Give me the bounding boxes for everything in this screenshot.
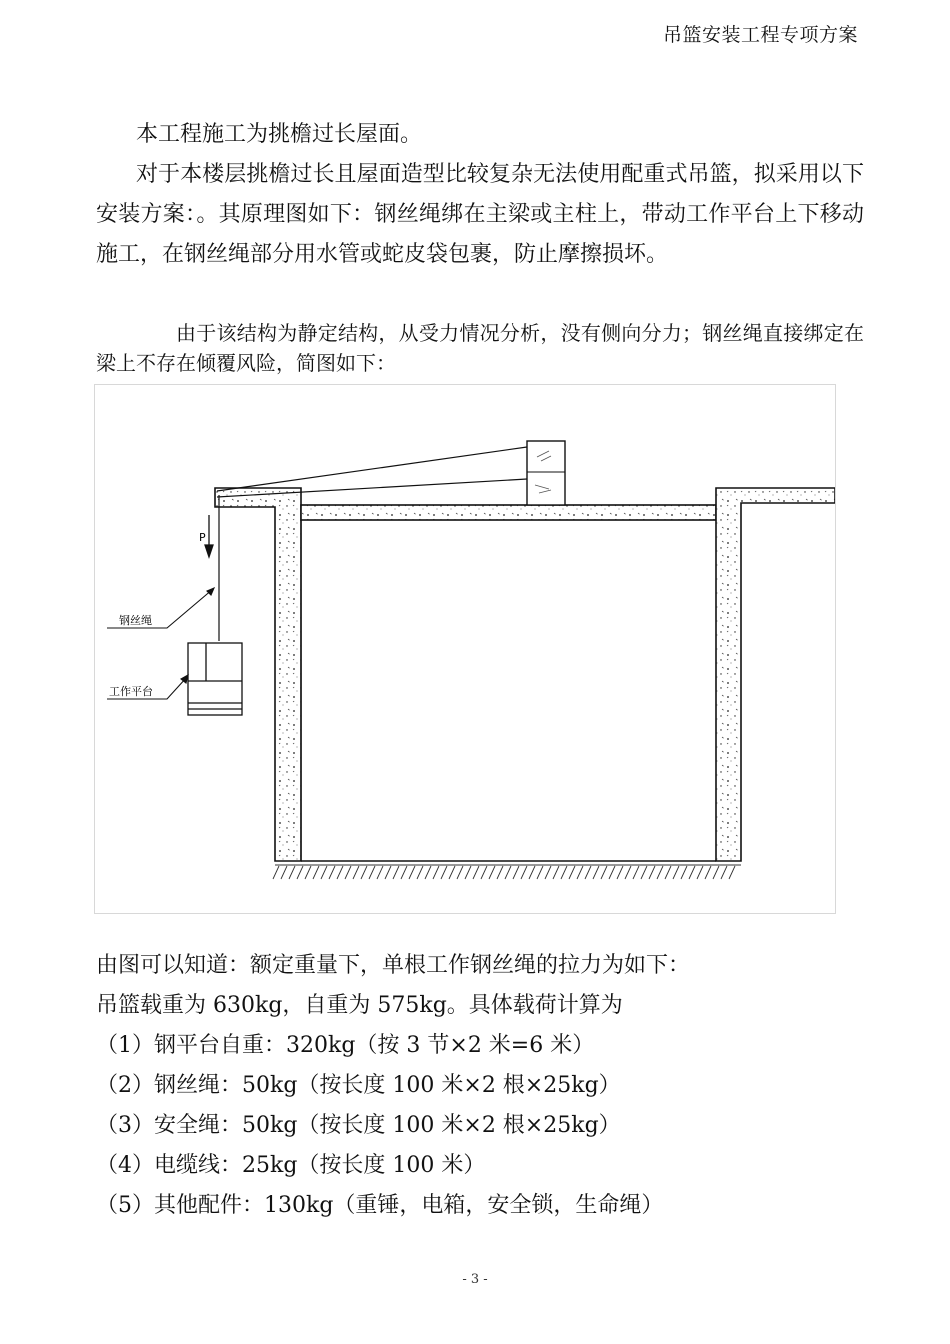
ground-hatch-mark	[417, 866, 423, 879]
ground-hatch-mark	[537, 866, 543, 879]
ground-hatch-mark	[377, 866, 383, 879]
ground-hatch-mark	[329, 866, 335, 879]
ground-hatch-mark	[681, 866, 687, 879]
ground-hatch-mark	[473, 866, 479, 879]
ground-hatch-mark	[321, 866, 327, 879]
wire-rope-label: 钢丝绳	[119, 614, 152, 627]
ground-hatch-mark	[497, 866, 503, 879]
ground-hatch-mark	[305, 866, 311, 879]
ground-hatch-mark	[441, 866, 447, 879]
ground-hatch-mark	[529, 866, 535, 879]
ground-hatch-mark	[593, 866, 599, 879]
wire-rope	[217, 447, 527, 641]
ground-hatch-mark	[273, 866, 279, 879]
ground-hatch-mark	[721, 866, 727, 879]
ground-hatch-mark	[665, 866, 671, 879]
ground-hatch-mark	[481, 866, 487, 879]
ground-hatch-mark	[649, 866, 655, 879]
ground-hatch-mark	[489, 866, 495, 879]
ground-hatch-mark	[433, 866, 439, 879]
calc-item: （1）钢平台自重：320kg（按 3 节×2 米=6 米）	[96, 1033, 595, 1058]
ground-hatch-mark	[425, 866, 431, 879]
ground-hatch-mark	[345, 866, 351, 879]
ground-hatch-mark	[449, 866, 455, 879]
ground-hatch-mark	[633, 866, 639, 879]
ground-hatch-mark	[585, 866, 591, 879]
page-header-title: 吊篮安装工程专项方案	[662, 24, 858, 46]
ground-hatch-mark	[705, 866, 711, 879]
ground-hatch-mark	[641, 866, 647, 879]
ground-hatch-mark	[505, 866, 511, 879]
ground-hatch-mark	[609, 866, 615, 879]
ground-hatch-mark	[577, 866, 583, 879]
ground-hatch-mark	[713, 866, 719, 879]
ground-hatch-mark	[521, 866, 527, 879]
paragraph-roof-description: 本工程施工为挑檐过长屋面。	[136, 122, 423, 147]
ground-hatch-mark	[513, 866, 519, 879]
ground-hatch-mark	[673, 866, 679, 879]
calc-load: 吊篮载重为 630kg，自重为 575kg。具体载荷计算为	[96, 993, 623, 1018]
calc-intro: 由图可以知道：额定重量下，单根工作钢丝绳的拉力为如下：	[96, 953, 691, 978]
ground-hatch-mark	[385, 866, 391, 879]
calc-item: （4）电缆线：25kg（按长度 100 米）	[96, 1153, 486, 1178]
ground-hatch-mark	[401, 866, 407, 879]
ground-hatch-mark	[337, 866, 343, 879]
page-number: - 3 -	[462, 1272, 488, 1287]
ground-hatch-mark	[569, 866, 575, 879]
ground-hatch-mark	[353, 866, 359, 879]
ground-hatch-mark	[457, 866, 463, 879]
ground-hatch-mark	[601, 866, 607, 879]
ground-hatch-mark	[361, 866, 367, 879]
ground-hatch-mark	[313, 866, 319, 879]
ground-hatch-mark	[553, 866, 559, 879]
structure-diagram	[94, 384, 836, 914]
ground-hatch-mark	[281, 866, 287, 879]
ground-hatch-mark	[465, 866, 471, 879]
calc-item: （5）其他配件：130kg（重锤，电箱，安全锁，生命绳）	[96, 1193, 664, 1218]
ground-hatch-mark	[689, 866, 695, 879]
work-platform	[188, 643, 242, 715]
load-calculation	[96, 946, 876, 1226]
ground-hatch-mark	[393, 866, 399, 879]
ground-hatch-mark	[297, 866, 303, 879]
roof-slab	[301, 505, 716, 520]
paragraph-structure-analysis: 由于该结构为静定结构，从受力情况分析，没有侧向分力；钢丝绳直接绑定在梁上不存在倾覆风险，简图如下：	[96, 321, 864, 375]
force-label: P	[199, 531, 206, 544]
ground-hatch-mark	[617, 866, 623, 879]
ground-hatch-mark	[657, 866, 663, 879]
force-arrow	[205, 515, 213, 557]
ground-hatch-mark	[729, 866, 735, 879]
ground-hatch-mark	[289, 866, 295, 879]
calc-item: （3）安全绳：50kg（按长度 100 米×2 根×25kg）	[96, 1113, 621, 1138]
ground-hatch-mark	[369, 866, 375, 879]
ground-hatch-mark	[625, 866, 631, 879]
ground-hatch-mark	[409, 866, 415, 879]
calc-item: （2）钢丝绳：50kg（按长度 100 米×2 根×25kg）	[96, 1073, 621, 1098]
roof-anchor-box	[527, 441, 565, 505]
platform-label: 工作平台	[109, 685, 153, 698]
paragraph-installation-plan: 对于本楼层挑檐过长且屋面造型比较复杂无法使用配重式吊篮，拟采用以下安装方案：。其原理图如下：钢丝绳绑在主梁或主柱上，带动工作平台上下移动施工，在钢丝绳部分用水管或蛇皮袋包裹，防止摩擦损坏。	[96, 162, 864, 267]
ground-hatch-mark	[561, 866, 567, 879]
right-wall-eave	[716, 488, 835, 861]
ground-hatch-mark	[697, 866, 703, 879]
ground-hatch-mark	[545, 866, 551, 879]
